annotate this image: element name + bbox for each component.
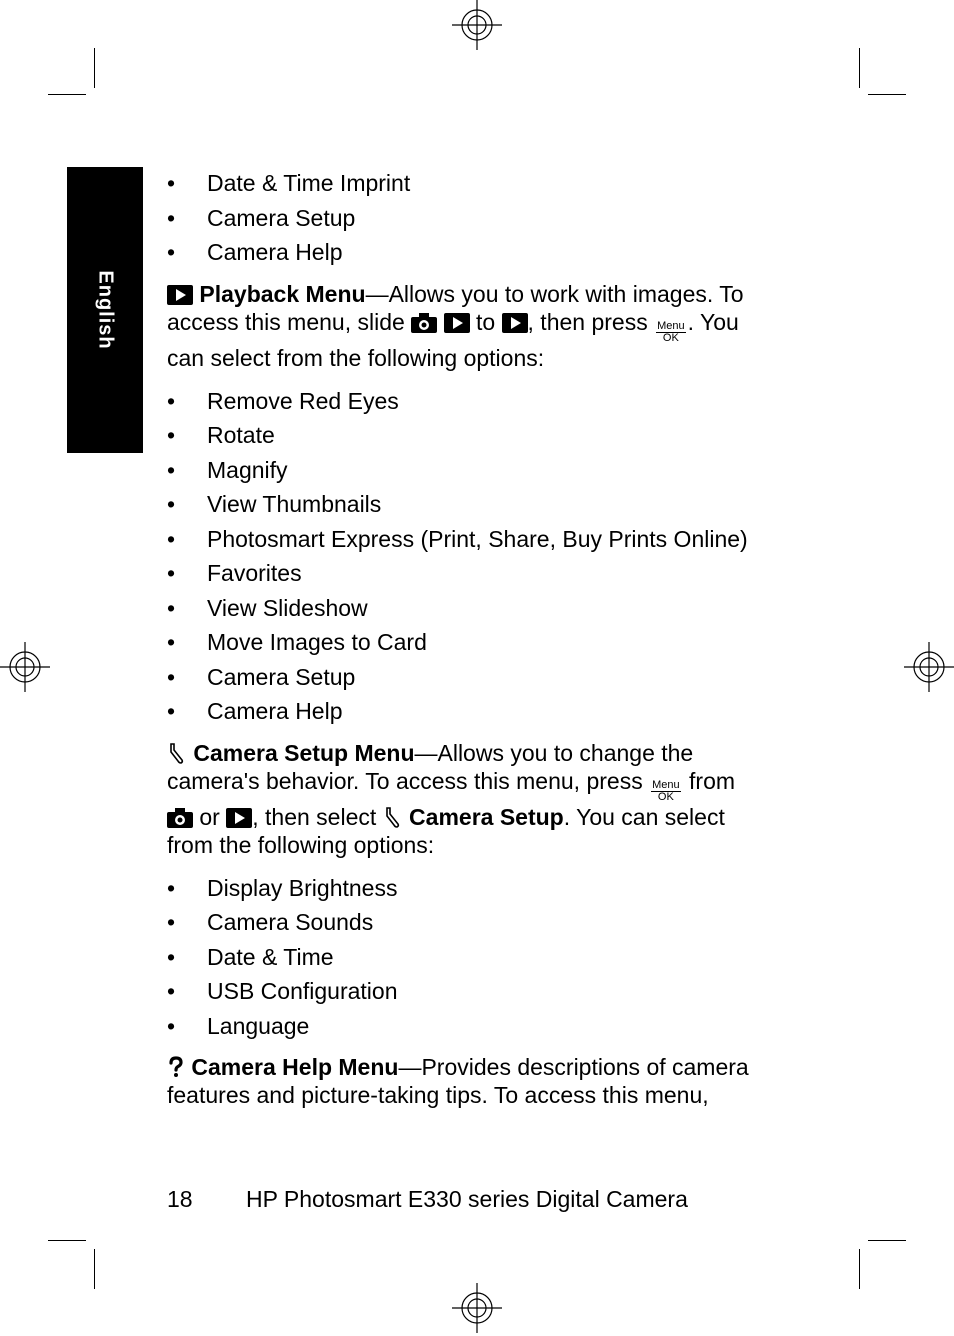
list-item: • Display Brightness bbox=[167, 871, 767, 906]
wrench-icon bbox=[167, 742, 187, 764]
language-tab-label: English bbox=[94, 270, 117, 350]
list-item: • Camera Help bbox=[167, 694, 767, 729]
playback-icon bbox=[502, 313, 528, 333]
list-item: • Move Images to Card bbox=[167, 625, 767, 660]
list-item: • Rotate bbox=[167, 418, 767, 453]
list-item: • Photosmart Express (Print, Share, Buy Prints Online) bbox=[167, 522, 767, 557]
playback-menu-title: Playback Menu bbox=[199, 280, 366, 307]
wrench-icon bbox=[383, 806, 403, 828]
crop-mark bbox=[94, 1249, 95, 1289]
page-number: 18 bbox=[167, 1186, 193, 1212]
help-menu-title: Camera Help Menu bbox=[191, 1054, 399, 1080]
list-item: • View Slideshow bbox=[167, 591, 767, 626]
menu-ok-button-icon: Menu OK bbox=[652, 778, 680, 803]
crop-mark bbox=[859, 48, 860, 88]
registration-mark-icon bbox=[452, 0, 502, 50]
list-item: • Remove Red Eyes bbox=[167, 384, 767, 419]
list-item: • Date & Time Imprint bbox=[167, 166, 767, 201]
crop-mark bbox=[48, 94, 86, 95]
playback-icon bbox=[444, 313, 470, 333]
camera-icon bbox=[411, 313, 437, 333]
capture-options-list bbox=[167, 166, 767, 270]
list-item: • Camera Sounds bbox=[167, 905, 767, 940]
setup-options-list bbox=[167, 871, 767, 1044]
list-item: • Camera Help bbox=[167, 235, 767, 270]
crop-mark bbox=[48, 1240, 86, 1241]
setup-menu-paragraph: Camera Setup Menu—Allows you to change the camera's behavior. To access this menu, press Menu OK from or , then select Camera Setup. You can select from the following options: bbox=[167, 739, 736, 858]
language-tab bbox=[67, 167, 143, 453]
menu-ok-button-icon: Menu OK bbox=[657, 319, 685, 344]
crop-mark bbox=[868, 1240, 906, 1241]
crop-mark bbox=[94, 48, 95, 88]
playback-icon bbox=[167, 285, 193, 305]
crop-mark bbox=[868, 94, 906, 95]
playback-icon bbox=[226, 808, 252, 828]
help-menu-paragraph: Camera Help Menu—Provides descriptions of camera features and picture-taking tips. To access this menu, bbox=[167, 1054, 749, 1108]
registration-mark-icon bbox=[904, 642, 954, 692]
list-item: • USB Configuration bbox=[167, 974, 767, 1009]
list-item: • Favorites bbox=[167, 556, 767, 591]
list-item: • Language bbox=[167, 1009, 767, 1044]
question-mark-icon bbox=[167, 1056, 185, 1078]
camera-setup-option: Camera Setup bbox=[409, 803, 564, 830]
list-item: • Date & Time bbox=[167, 940, 767, 975]
setup-menu-title: Camera Setup Menu bbox=[193, 739, 415, 766]
list-item: • Camera Setup bbox=[167, 201, 767, 236]
registration-mark-icon bbox=[0, 642, 50, 692]
playback-menu-paragraph: Playback Menu—Allows you to work with images. To access this menu, slide to , then press Menu OK . You can select from the following options: bbox=[167, 280, 744, 371]
playback-options-list bbox=[167, 384, 767, 729]
camera-icon bbox=[167, 808, 193, 828]
crop-mark bbox=[859, 1249, 860, 1289]
footer-title: HP Photosmart E330 series Digital Camera bbox=[246, 1186, 688, 1212]
registration-mark-icon bbox=[452, 1283, 502, 1333]
page-content bbox=[167, 166, 767, 1109]
list-item: • Magnify bbox=[167, 453, 767, 488]
list-item: • Camera Setup bbox=[167, 660, 767, 695]
list-item: • View Thumbnails bbox=[167, 487, 767, 522]
